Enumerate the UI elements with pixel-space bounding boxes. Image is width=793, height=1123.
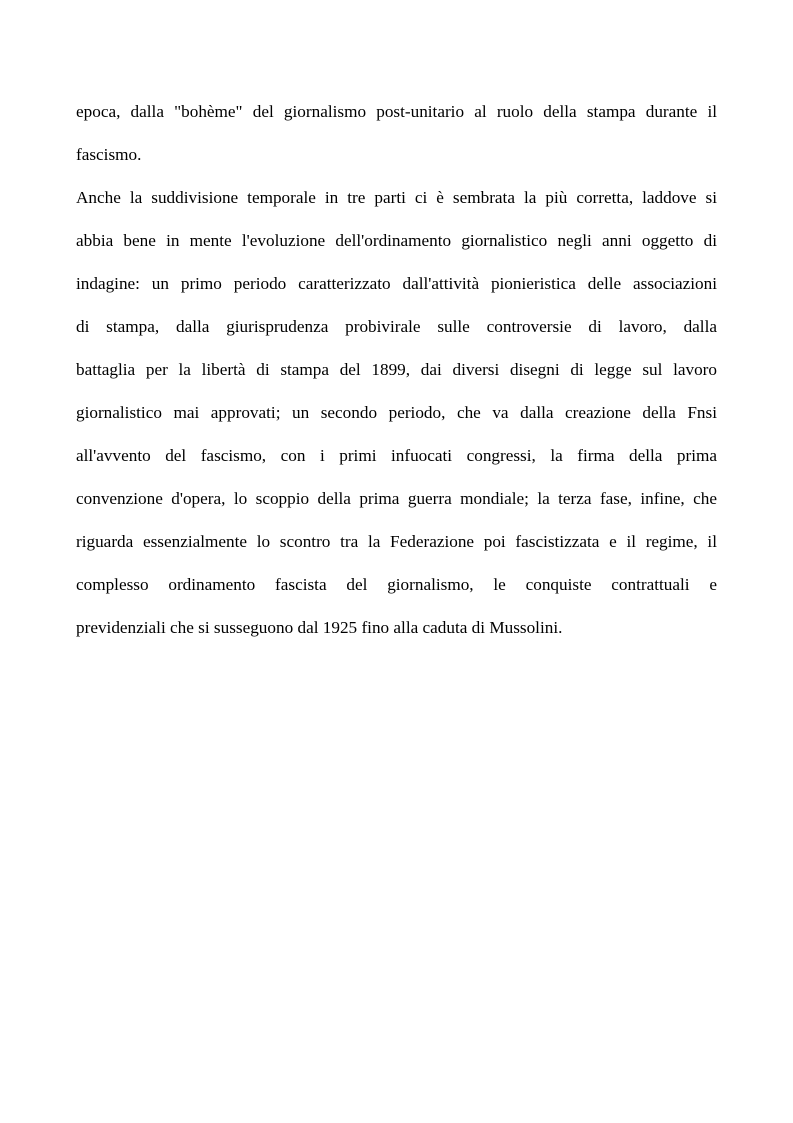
text-line-4: abbia bene in mente l'evoluzione dell'ordinamento giornalistico negli anni oggetto di bbox=[76, 231, 717, 250]
text-line-11: riguarda essenzialmente lo scontro tra la Federazione poi fascistizzata e il regime, il bbox=[76, 532, 717, 551]
text-line-6: di stampa, dalla giurisprudenza probivirale sulle controversie di lavoro, dalla bbox=[76, 317, 717, 336]
text-line-9: all'avvento del fascismo, con i primi infuocati congressi, la firma della prima bbox=[76, 446, 717, 465]
text-line-10: convenzione d'opera, lo scoppio della prima guerra mondiale; la terza fase, infine, che bbox=[76, 489, 717, 508]
text-line-2: fascismo. bbox=[76, 145, 142, 164]
text-line-3: Anche la suddivisione temporale in tre parti ci è sembrata la più corretta, laddove si bbox=[76, 188, 717, 207]
text-line-8: giornalistico mai approvati; un secondo periodo, che va dalla creazione della Fnsi bbox=[76, 403, 717, 422]
text-line-5: indagine: un primo periodo caratterizzato dall'attività pionieristica delle associazioni bbox=[76, 274, 717, 293]
text-line-1: epoca, dalla "bohème" del giornalismo post-unitario al ruolo della stampa durante il bbox=[76, 102, 717, 121]
body-text bbox=[76, 90, 717, 649]
text-line-12: complesso ordinamento fascista del giornalismo, le conquiste contrattuali e bbox=[76, 575, 717, 594]
text-line-13: previdenziali che si susseguono dal 1925 fino alla caduta di Mussolini. bbox=[76, 618, 563, 637]
text-line-7: battaglia per la libertà di stampa del 1899, dai diversi disegni di legge sul lavoro bbox=[76, 360, 717, 379]
